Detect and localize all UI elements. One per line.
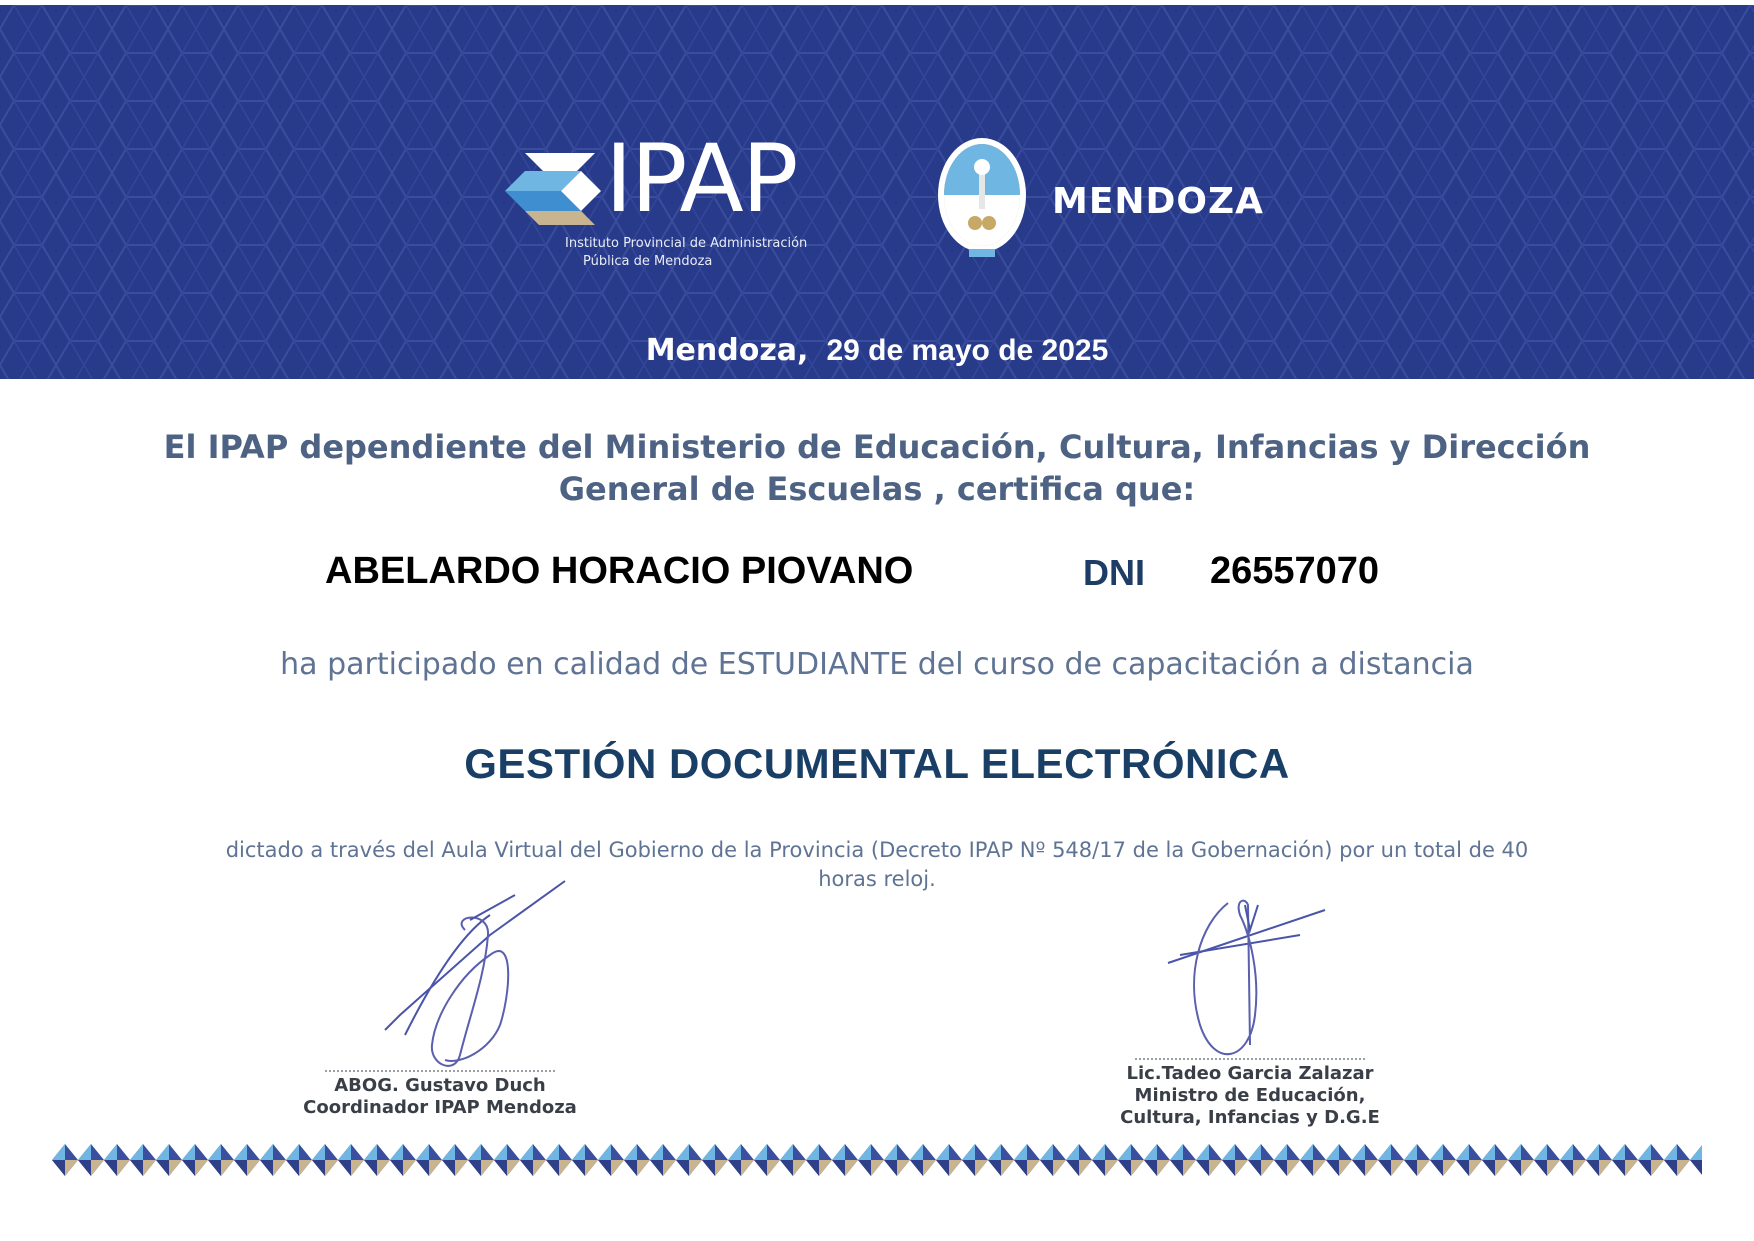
- left-signature-line: [325, 1070, 555, 1072]
- date-city: Mendoza,: [645, 333, 809, 368]
- right-signature-block: [1100, 895, 1440, 1135]
- date-value: 29 de mayo de 2025: [826, 334, 1109, 367]
- detail-line1: dictado a través del Aula Virtual del Gobierno de la Provincia (Decreto IPAP Nº 548/17 de la Gobernación) por un total de 40: [225, 838, 1529, 862]
- right-signatory-role-line2: Cultura, Infancias y D.G.E: [1120, 1107, 1380, 1128]
- participation-statement: ha participado en calidad de ESTUDIANTE del curso de capacitación a distancia: [280, 647, 1474, 682]
- recipient-name: ABELARDO HORACIO PIOVANO: [325, 550, 914, 592]
- right-signatory: [1100, 1063, 1400, 1129]
- left-signatory: [290, 1075, 590, 1119]
- right-signatory-name: Lic.Tadeo Garcia Zalazar: [1126, 1063, 1374, 1084]
- mendoza-coat-of-arms-icon: [935, 135, 1029, 265]
- left-signature-image: [340, 875, 600, 1075]
- right-signature-line: [1135, 1058, 1365, 1060]
- footer-decorative-band: [52, 1140, 1702, 1180]
- ipap-cube-icon: [505, 153, 601, 229]
- dni-label: DNI: [1083, 552, 1145, 593]
- ipap-subtitle: [565, 235, 835, 271]
- certificate-header: [0, 5, 1754, 379]
- ipap-logo: [505, 125, 825, 280]
- intro-line1: El IPAP dependiente del Ministerio de Educación, Cultura, Infancias y Dirección: [163, 428, 1591, 466]
- dni-value: 26557070: [1210, 550, 1380, 592]
- course-title: GESTIÓN DOCUMENTAL ELECTRÓNICA: [464, 740, 1290, 787]
- recipient-row: [0, 550, 1754, 600]
- intro-line2: General de Escuelas , certifica que:: [558, 470, 1196, 508]
- right-signature-image: [1160, 895, 1420, 1075]
- ipap-wordmark: IPAP: [605, 125, 797, 234]
- left-signature-block: [300, 875, 600, 1118]
- ipap-subtitle-line2: Pública de Mendoza: [583, 254, 713, 269]
- header-pattern: [0, 5, 1754, 379]
- mendoza-wordmark: MENDOZA: [1052, 181, 1264, 222]
- right-signatory-role-line1: Ministro de Educación,: [1134, 1085, 1366, 1106]
- ipap-subtitle-line1: Instituto Provincial de Administración: [565, 236, 808, 251]
- left-signatory-role: Coordinador IPAP Mendoza: [303, 1097, 577, 1118]
- certificate-date-line: [0, 333, 1754, 368]
- left-signatory-name: ABOG. Gustavo Duch: [334, 1075, 546, 1096]
- certificate-intro: [120, 426, 1634, 510]
- detail-line2: horas reloj.: [818, 867, 936, 891]
